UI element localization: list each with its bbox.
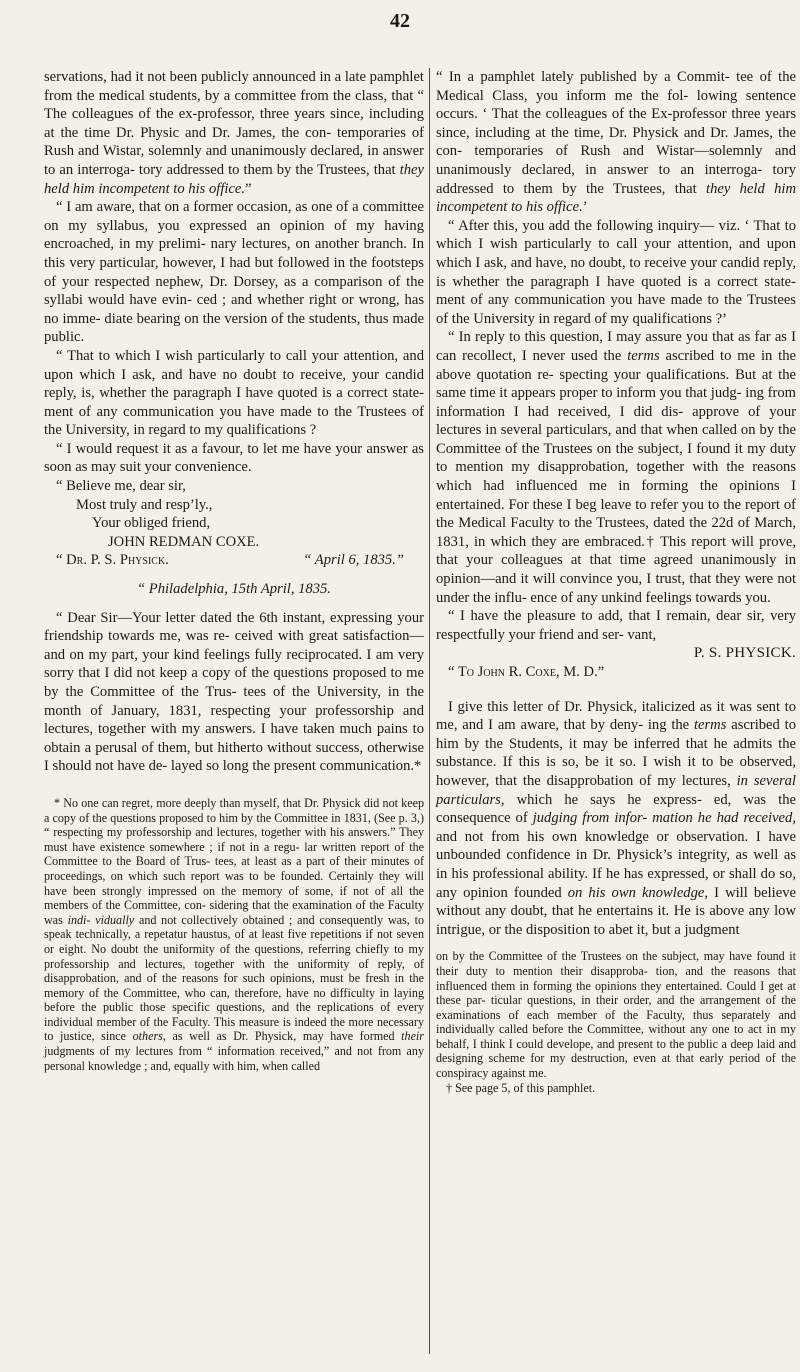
text: ’ xyxy=(582,199,588,216)
letter-closing: “ Believe me, dear sir, xyxy=(56,478,186,495)
right-paragraph-commentary xyxy=(436,698,796,940)
footnote-2: † See page 5, of this pamphlet. xyxy=(446,1080,596,1095)
footnote-1 xyxy=(44,796,424,1073)
text: I will believe without any doubt, that he entertains it. He is above any low intrigue, or the disposition to abet it, but a judgment xyxy=(436,884,796,938)
page-number: 42 xyxy=(390,10,410,32)
dateline-text: “ Philadelphia, 15th April, 1835. xyxy=(137,581,331,598)
right-paragraph-3 xyxy=(436,328,796,607)
letter-date: “ April 6, 1835.” xyxy=(303,552,404,569)
text: judgments of my lectures from “ information received,” and not from any personal knowledge ; and, equally with him, when called xyxy=(44,1044,424,1073)
emphasis: indi- vidually xyxy=(67,912,135,927)
emphasis: their xyxy=(401,1029,424,1044)
left-paragraph-3: “ That to which I wish particularly to call your attention, and upon which I ask, and have no doubt to receive, your candid reply, is, whether the paragraph I have quoted is a correct state- ment of any communication you have made to the Trustees of the University, in regard to my qualifications ? xyxy=(44,347,424,439)
text: ascribed to him by the Students, it may be inferred that he admits the substance. If this is so, be it so. I wish it to be observed, however, that the disapprobation of my lectures, xyxy=(436,717,796,789)
text: and not from his own knowledge or observation. I have unbounded confidence in Dr. Physick’s integrity, as well as in his professional ability. If he has expressed, or shall do so, any opinion founded xyxy=(436,828,796,901)
letter-closing-2: Most truly and resp’ly., xyxy=(76,496,213,513)
text: ascribed to me in the above quotation re- specting your qualifications. But at the same time it appears proper to inform you that judg- ing from information I had received, I did dis- approve of your lectures in several particulars, and that when called on by the Committee of the Trustees on the subject, I found it my duty to mention my disapprobation, together with the reasons which had influenced me in forming the opinions I entertained. For these I beg leave to refer you to the report of the Medical Faculty to the Trustees, dated the 22d of March, 1831, in which they are embraced.† This report will prove, that your colleagues at that time agreed unanimously in opinion—and it will convince you, I trust, that they were not under the influ- ence of any unkind feelings towards you. xyxy=(436,347,796,606)
left-column xyxy=(44,68,424,1073)
left-paragraph-2: “ I am aware, that on a former occasion, as one of a committee on my syllabus, you expressed an opinion of my having encroached, in my prelimi- nary lectures, on another branch. In this very particular, however, I had but followed in the footsteps of your respected nephew, Dr. Dorsey, as a comparison of the syllabi would have evin- ced ; and whether right or wrong, has no imme- diate bearing on the version of the students, thus made public. xyxy=(44,199,424,346)
emphasis: they held him incompetent to his office. xyxy=(44,161,424,197)
right-paragraph-2: “ After this, you add the following inquiry— viz. ‘ That to which I wish particularly to call your attention, and upon which I ask, and have, no doubt, to receive your candid reply, is whether the paragraph I have quoted is a correct state- ment of any communication you have made to the Trustees of the University in regard of my qualifications ?’ xyxy=(436,217,796,327)
signature-physick: P. S. PHYSICK. xyxy=(693,645,796,662)
dateline xyxy=(44,580,424,599)
emphasis: judging from infor- mation he had received, xyxy=(532,810,796,827)
right-column xyxy=(436,68,796,1095)
text: and not collectively obtained ; and consequently was, to speak technically, a repetatur haustus, of at least five repetitions if not seven or eight. No doubt the uniformity of the questions, referring chiefly to my professorship and lectures, together with the uniformity of reply, of disapprobation, and of the reasons for such opinions, must be fresh in the memory of the Committee, who can, therefore, have no difficulty in laying before the public those specific questions, and the replications of every individual member of the Faculty. This measure is indeed the more necessary to justice, since xyxy=(44,912,424,1044)
emphasis: terms xyxy=(693,717,727,734)
text: servations, had it not been publicly announced in a late pamphlet from the medical students, by a committee from the class, that “ The colleagues of the ex-professor, three years since, including at the time Dr. Physic and Dr. James, the con- temporaries of Rush and Wistar, solemnly and unanimously declared, in answer to an interroga- tory addressed to them by the Trustees, that xyxy=(44,69,424,178)
left-paragraph-reply: “ Dear Sir—Your letter dated the 6th instant, expressing your friendship towards me, was re- ceived with great satisfaction—and on my part, your kind feelings fully reciprocated. I am very sorry that I did not keep a copy of the questions proposed to me by the Committee of the Trus- tees of the University, in the month of January, 1831, respecting your professorship and lectures, together with my answers. I have taken much pains to obtain a perusal of them, but hitherto without success, otherwise I should not have de- layed so long the present communication.* xyxy=(44,609,424,775)
emphasis: others xyxy=(132,1029,163,1044)
emphasis: in several particulars, xyxy=(436,772,796,808)
column-divider xyxy=(429,68,430,1354)
text: ” xyxy=(245,180,252,197)
address-line xyxy=(44,551,424,570)
footnote-1-continued: on by the Committee of the Trustees on the subject, may have found it their duty to mention their disapproba- tion, and the reasons that influenced them in forming the opinions they entertained. Could I get at these par- ticular questions, in their order, and the arrangement of the examinations of each member of the Faculty, thus separately and individually called before the Committee, without any one to act in my behalf, I think I could develope, and present to the public a deep laid and designing scheme for my destruction, even at that early period of the conspiracy against me. xyxy=(436,949,796,1081)
text: which he says he express- ed, was the consequence of xyxy=(436,791,796,827)
text: “ In reply to this question, I may assure you that as far as I can recollect, I never used the xyxy=(436,329,796,364)
letter-closing-3: Your obliged friend, xyxy=(92,515,211,532)
addressee: “ Dr. P. S. Physick. xyxy=(56,552,169,569)
right-paragraph-1 xyxy=(436,68,796,217)
text: , as well as Dr. Physick, may have formed xyxy=(162,1029,402,1044)
text: I give this letter of Dr. Physick, italicized as it was sent to me, and I am aware, that by deny- ing the xyxy=(436,698,796,734)
emphasis: on his own knowledge, xyxy=(567,884,709,901)
text: “ In a pamphlet lately published by a Commit- tee of the Medical Class, you inform me the fol- lowing sentence occurs. ‘ That the colleagues of the Ex-professor three years since, including at the time, Dr. Physick and Dr. James, the con- temporaries of Rush and Wistar—solemnly and unanimously declared, in answer to an interroga- tory addressed to them by the Trustees, that xyxy=(436,69,796,197)
emphasis: terms xyxy=(627,347,660,364)
right-paragraph-4: “ I have the pleasure to add, that I remain, dear sir, very respectfully your friend and ser- vant, xyxy=(436,608,796,643)
left-paragraph-1 xyxy=(44,68,424,198)
text: * No one can regret, more deeply than myself, that Dr. Physick did not keep a copy of the questions proposed to him by the Committee in 1831, (See p. 3,) “ respecting my professorship and lectures, together with his answers.” They must have existence somewhere ; if not in a regu- lar written report of the Committee to the Board of Trus- tees, at least as a part of their minutes of proceedings, on which such report was to be founded. Certainly they will have been strongly impressed on the memory of some, if not of all the members of the Committee, con- sidering that the examination of the Faculty was xyxy=(44,795,424,927)
signature-coxe: JOHN REDMAN COXE. xyxy=(108,533,260,550)
recipient-line: “ To John R. Coxe, M. D.” xyxy=(448,664,605,680)
left-paragraph-4: “ I would request it as a favour, to let me have your answer as soon as may suit your convenience. xyxy=(44,440,424,476)
emphasis: they held him incompetent to his office. xyxy=(436,180,796,216)
